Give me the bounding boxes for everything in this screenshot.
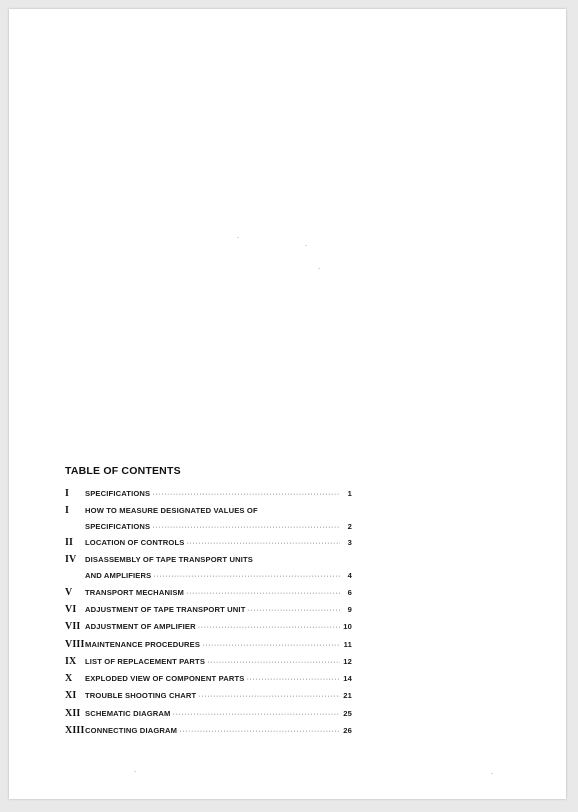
- toc-entry: [65, 486, 352, 502]
- toc-page-number: 4: [347, 571, 352, 580]
- paper-speck: [318, 268, 320, 269]
- toc-entry: [65, 688, 352, 704]
- toc-line: [65, 552, 352, 568]
- toc-entry: [65, 723, 352, 739]
- toc-line: [65, 637, 352, 653]
- dot-leader: [186, 535, 340, 551]
- toc-entry-label: SPECIFICATIONS: [85, 522, 151, 531]
- toc-entry-label: SPECIFICATIONS: [85, 489, 151, 498]
- toc-entry: [65, 637, 352, 653]
- toc-line: [65, 503, 352, 519]
- roman-numeral: I: [65, 505, 70, 516]
- toc-entry-label: ADJUSTMENT OF AMPLIFIER: [85, 622, 196, 631]
- dot-leader: [198, 688, 340, 704]
- toc-line: [65, 688, 352, 704]
- dot-leader: [173, 706, 340, 722]
- toc-page-number: 10: [343, 622, 352, 631]
- dot-leader: [198, 619, 340, 635]
- toc-line: [65, 619, 352, 635]
- toc-entry: [65, 671, 352, 687]
- toc-entry: [65, 552, 352, 584]
- dot-leader: [153, 568, 340, 584]
- toc-page-number: 2: [347, 522, 352, 531]
- toc-title: TABLE OF CONTENTS: [65, 465, 181, 477]
- toc-page-number: 14: [343, 674, 352, 683]
- roman-numeral: X: [65, 673, 73, 684]
- roman-numeral: II: [65, 537, 74, 548]
- toc-entry-label: AND AMPLIFIERS: [85, 571, 152, 580]
- dot-leader: [152, 486, 340, 502]
- toc-line: [65, 585, 352, 601]
- roman-numeral: I: [65, 488, 70, 499]
- toc-entry-label: LIST OF REPLACEMENT PARTS: [85, 657, 206, 666]
- roman-numeral: XIII: [65, 725, 85, 736]
- toc-entry-label: DISASSEMBLY OF TAPE TRANSPORT UNITS: [85, 555, 253, 564]
- dot-leader: [152, 519, 340, 535]
- dot-leader: [179, 723, 340, 739]
- toc-entry-label: TRANSPORT MECHANISM: [85, 588, 185, 597]
- roman-numeral: VIII: [65, 639, 85, 650]
- toc-page-number: 3: [347, 538, 352, 547]
- toc-entry: [65, 535, 352, 551]
- roman-numeral: V: [65, 587, 73, 598]
- toc-entry-label: TROUBLE SHOOTING CHART: [85, 691, 197, 700]
- dot-leader: [247, 671, 341, 687]
- roman-numeral: XII: [65, 708, 81, 719]
- toc-line: [65, 519, 352, 535]
- toc-line: [65, 602, 352, 618]
- toc-line: [65, 486, 352, 502]
- toc-line: [65, 723, 352, 739]
- paper-speck: [134, 771, 136, 772]
- toc-entry: [65, 654, 352, 670]
- toc-line: [65, 535, 352, 551]
- toc-page-number: 12: [343, 657, 352, 666]
- paper-speck: [237, 237, 239, 238]
- toc-entry-label: EXPLODED VIEW OF COMPONENT PARTS: [85, 674, 245, 683]
- toc-entry: [65, 619, 352, 635]
- paper-speck: [305, 245, 307, 246]
- toc-entry: [65, 602, 352, 618]
- toc-page-number: 9: [347, 605, 352, 614]
- paper-speck: [491, 773, 493, 774]
- roman-numeral: VII: [65, 621, 81, 632]
- dot-leader: [247, 602, 340, 618]
- toc-page-number: 25: [343, 709, 352, 718]
- toc-page-number: 6: [347, 588, 352, 597]
- dot-leader: [202, 637, 340, 653]
- toc-line: [65, 568, 352, 584]
- toc-entry-label: HOW TO MEASURE DESIGNATED VALUES OF: [85, 506, 258, 515]
- roman-numeral: XI: [65, 690, 77, 701]
- toc-entry-label: LOCATION OF CONTROLS: [85, 538, 185, 547]
- toc-entry-label: ADJUSTMENT OF TAPE TRANSPORT UNIT: [85, 605, 246, 614]
- document-page: [9, 9, 566, 799]
- toc-entry-label: SCHEMATIC DIAGRAM: [85, 709, 171, 718]
- dot-leader: [186, 585, 340, 601]
- toc-entry: [65, 706, 352, 722]
- toc-page-number: 26: [343, 726, 352, 735]
- toc-line: [65, 654, 352, 670]
- toc-line: [65, 706, 352, 722]
- toc-page-number: 11: [343, 640, 352, 649]
- toc-entry: [65, 585, 352, 601]
- roman-numeral: VI: [65, 604, 77, 615]
- dot-leader: [207, 654, 340, 670]
- toc-entry-label: CONNECTING DIAGRAM: [85, 726, 178, 735]
- roman-numeral: IX: [65, 656, 77, 667]
- toc-page-number: 1: [347, 489, 352, 498]
- toc-line: [65, 671, 352, 687]
- toc-page-number: 21: [343, 691, 352, 700]
- toc-entry: [65, 503, 352, 535]
- roman-numeral: IV: [65, 554, 77, 565]
- toc-entry-label: MAINTENANCE PROCEDURES: [85, 640, 201, 649]
